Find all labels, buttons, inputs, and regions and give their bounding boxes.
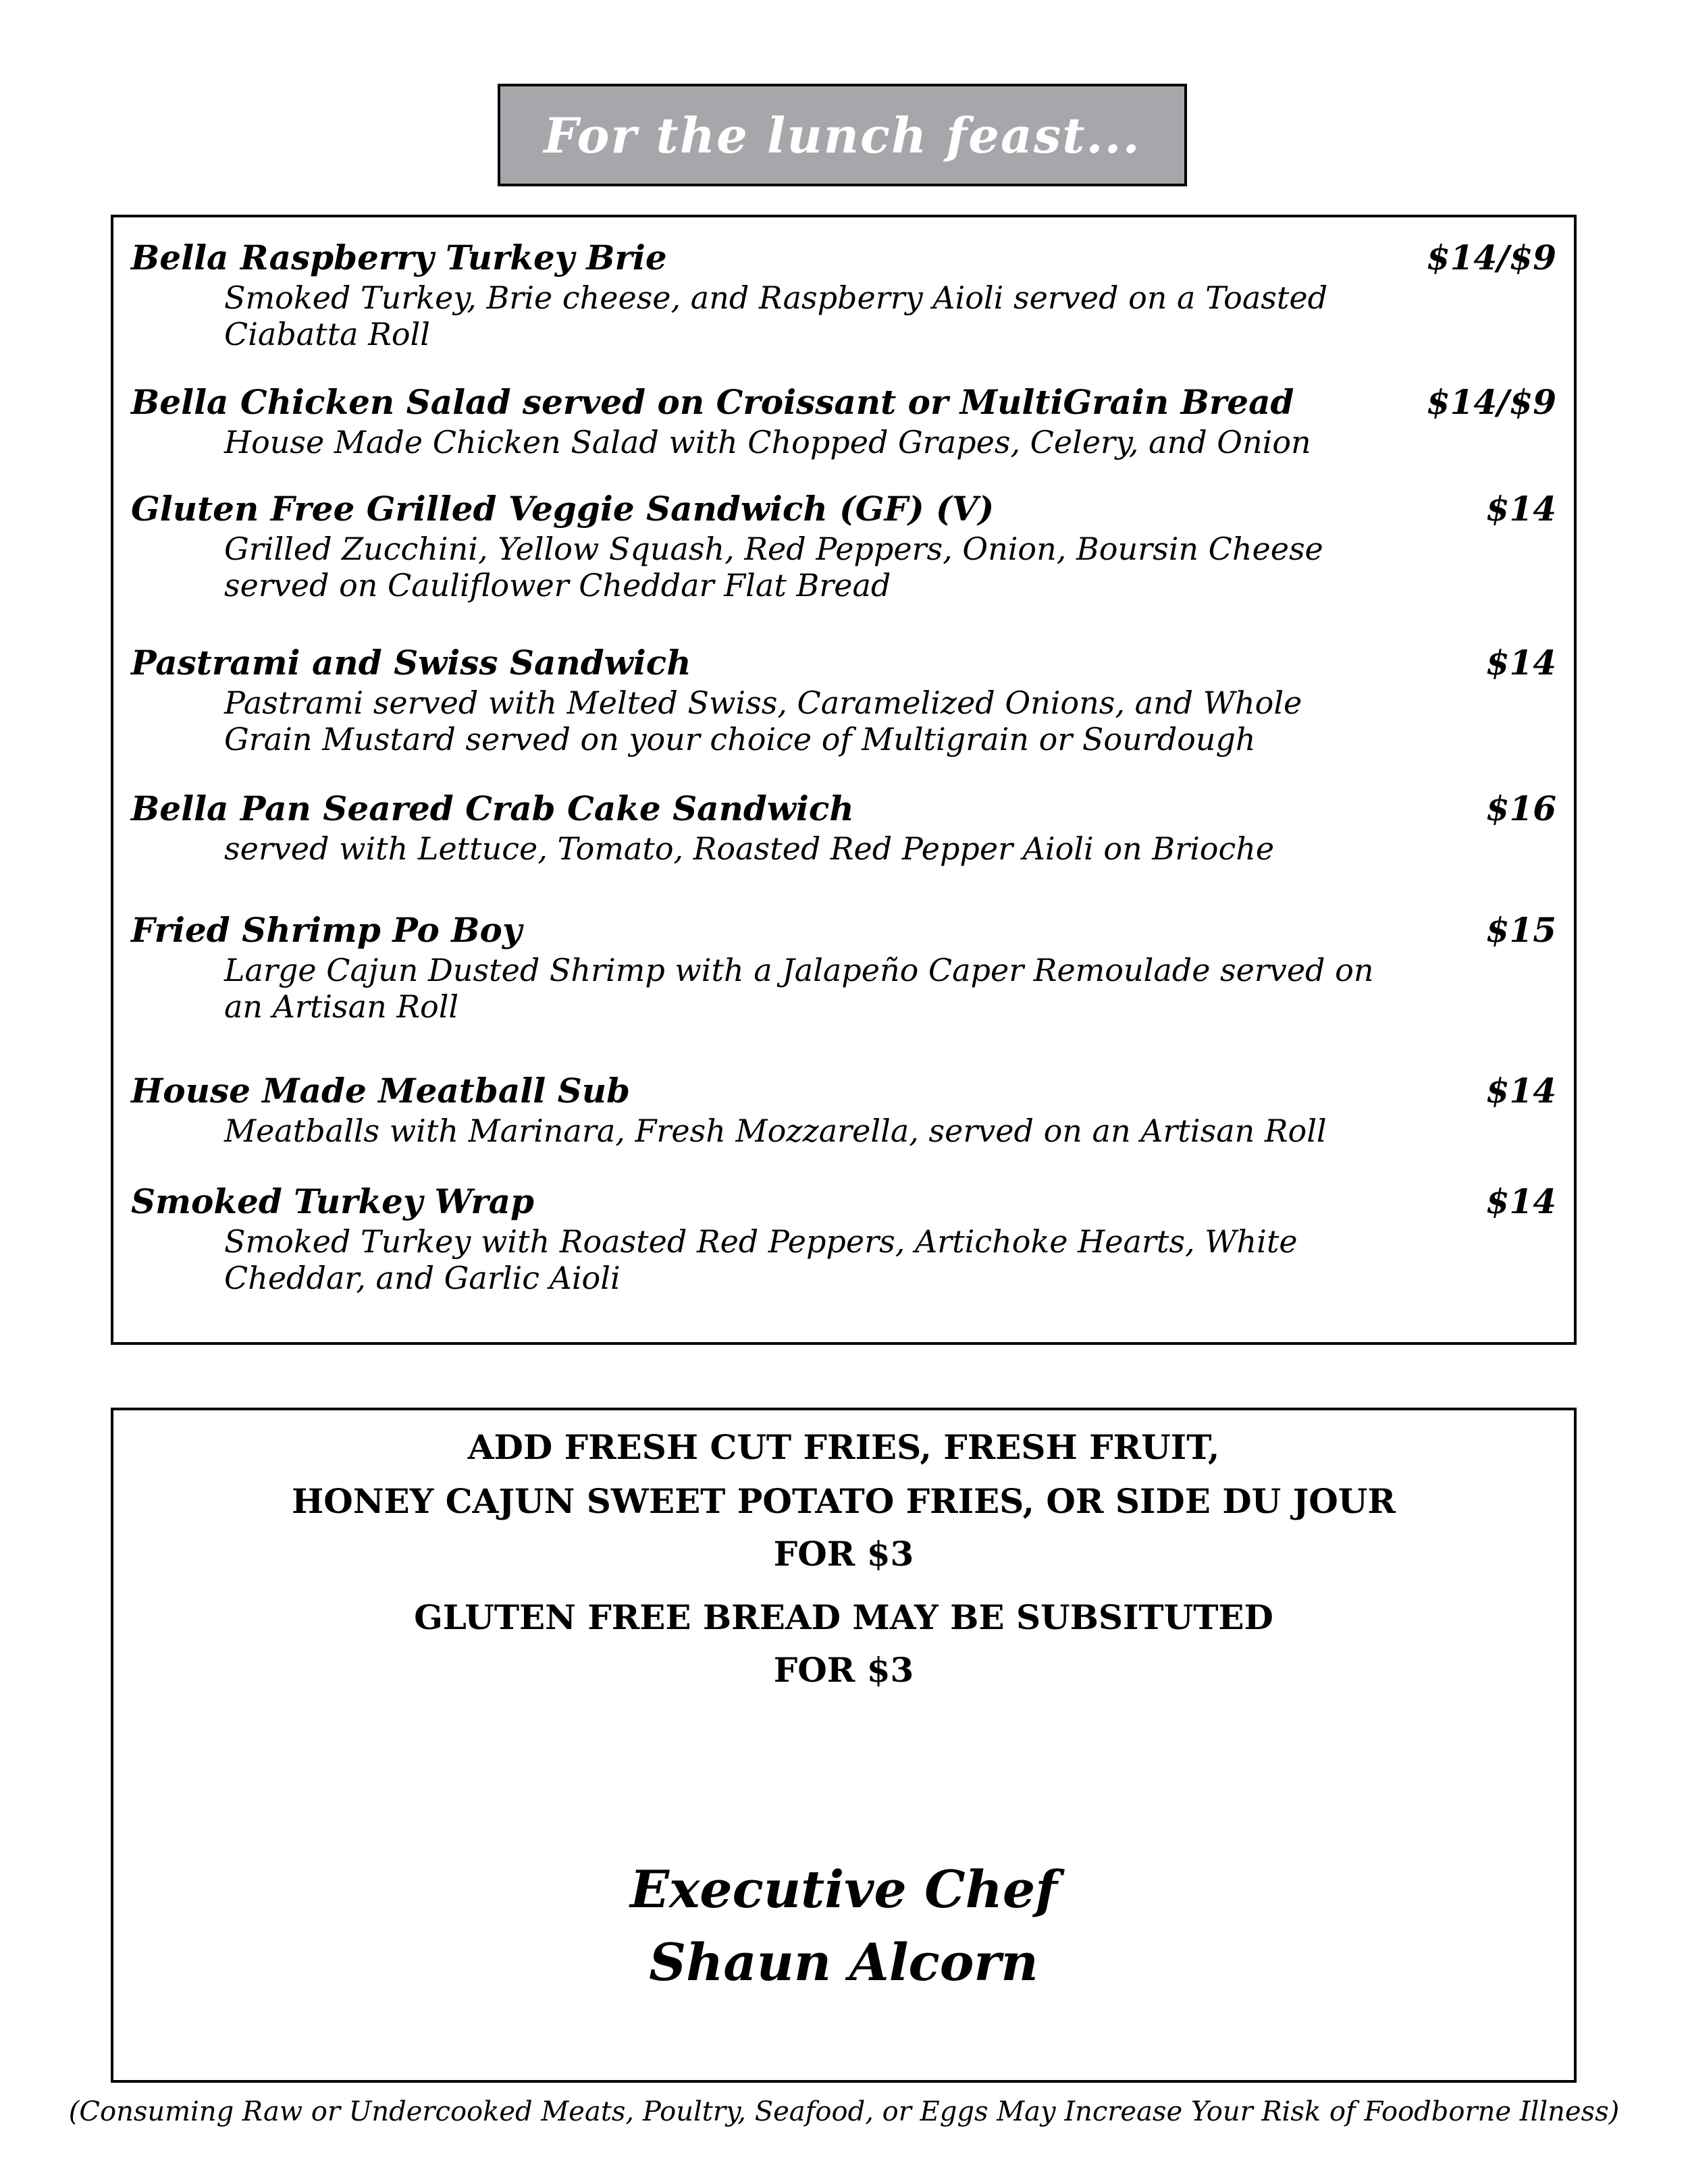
description-line: Large Cajun Dusted Shrimp with a Jalapeño Caper Remoulade served on — [224, 952, 1374, 988]
menu-item-name: Bella Raspberry Turkey Brie — [131, 238, 667, 277]
description-line: served with Lettuce, Tomato, Roasted Red Pepper Aioli on Brioche — [224, 830, 1275, 867]
menu-item-description — [224, 1223, 1494, 1296]
chef-name: Shaun Alcorn — [649, 1932, 1038, 1992]
menu-item-price: $14 — [1485, 489, 1556, 529]
menu-item-name: Smoked Turkey Wrap — [131, 1181, 535, 1221]
gluten-free-line: GLUTEN FREE BREAD MAY BE SUBSITUTED — [414, 1597, 1273, 1637]
description-line: Smoked Turkey, Brie cheese, and Raspberry Aioli served on a Toasted — [224, 279, 1328, 316]
menu-item-name: Pastrami and Swiss Sandwich — [131, 643, 691, 683]
menu-item-price: $14 — [1485, 643, 1556, 683]
menu-item-description — [224, 1113, 1494, 1149]
title-banner — [498, 84, 1187, 186]
menu-item — [131, 1069, 1556, 1149]
description-line: an Artisan Roll — [224, 988, 459, 1025]
menu-item — [131, 487, 1556, 604]
menu-item — [131, 909, 1556, 1025]
menu-item-name: Fried Shrimp Po Boy — [131, 910, 522, 950]
menu-item-price: $16 — [1485, 789, 1556, 828]
menu-item — [131, 1180, 1556, 1296]
menu-item — [131, 787, 1556, 867]
menu-item-description — [224, 952, 1494, 1025]
banner-title: For the lunch feast... — [544, 106, 1141, 164]
description-line: Pastrami served with Melted Swiss, Caramelized Onions, and Whole — [224, 685, 1302, 721]
menu-item-price: $14 — [1485, 1181, 1556, 1221]
menu-item-name: Bella Chicken Salad served on Croissant or MultiGrain Bread — [131, 382, 1294, 422]
menu-item-price: $14 — [1485, 1071, 1556, 1111]
menu-item-name: Bella Pan Seared Crab Cake Sandwich — [131, 789, 854, 828]
sides-and-chef-box — [111, 1408, 1577, 2083]
menu-item-name: House Made Meatball Sub — [131, 1071, 631, 1111]
menu-item-price: $14/$9 — [1426, 238, 1556, 277]
sides-price-line: FOR $3 — [773, 1534, 914, 1574]
chef-title: Executive Chef — [630, 1859, 1057, 1919]
sides-line: ADD FRESH CUT FRIES, FRESH FRUIT, — [467, 1427, 1220, 1467]
description-line: Meatballs with Marinara, Fresh Mozzarella, served on an Artisan Roll — [224, 1113, 1327, 1149]
menu-item-description — [224, 685, 1494, 757]
menu-item-description — [224, 830, 1494, 867]
menu-item-price: $15 — [1485, 910, 1556, 950]
menu-item-description — [224, 531, 1494, 604]
gluten-free-price-line: FOR $3 — [773, 1650, 914, 1690]
menu-item — [131, 641, 1556, 757]
menu-item — [131, 381, 1556, 460]
menu-item-price: $14/$9 — [1426, 382, 1556, 422]
description-line: Cheddar, and Garlic Aioli — [224, 1260, 621, 1296]
description-line: served on Cauliflower Cheddar Flat Bread — [224, 567, 891, 604]
description-line: Smoked Turkey with Roasted Red Peppers, Artichoke Hearts, White — [224, 1223, 1298, 1260]
description-line: Grain Mustard served on your choice of Multigrain or Sourdough — [224, 721, 1256, 757]
description-line: House Made Chicken Salad with Chopped Grapes, Celery, and Onion — [224, 424, 1311, 460]
description-line: Ciabatta Roll — [224, 316, 430, 352]
menu-item — [131, 236, 1556, 352]
description-line: Grilled Zucchini, Yellow Squash, Red Peppers, Onion, Boursin Cheese — [224, 531, 1323, 567]
menu-item-name: Gluten Free Grilled Veggie Sandwich (GF) (V) — [131, 489, 995, 529]
menu-item-description — [224, 424, 1494, 460]
menu-item-description — [224, 279, 1494, 352]
menu-items-box — [111, 215, 1577, 1345]
sides-line: HONEY CAJUN SWEET POTATO FRIES, OR SIDE DU JOUR — [292, 1481, 1396, 1521]
food-safety-disclaimer: (Consuming Raw or Undercooked Meats, Poultry, Seafood, or Eggs May Increase Your Risk of Foodborne Illness) — [68, 2096, 1620, 2127]
